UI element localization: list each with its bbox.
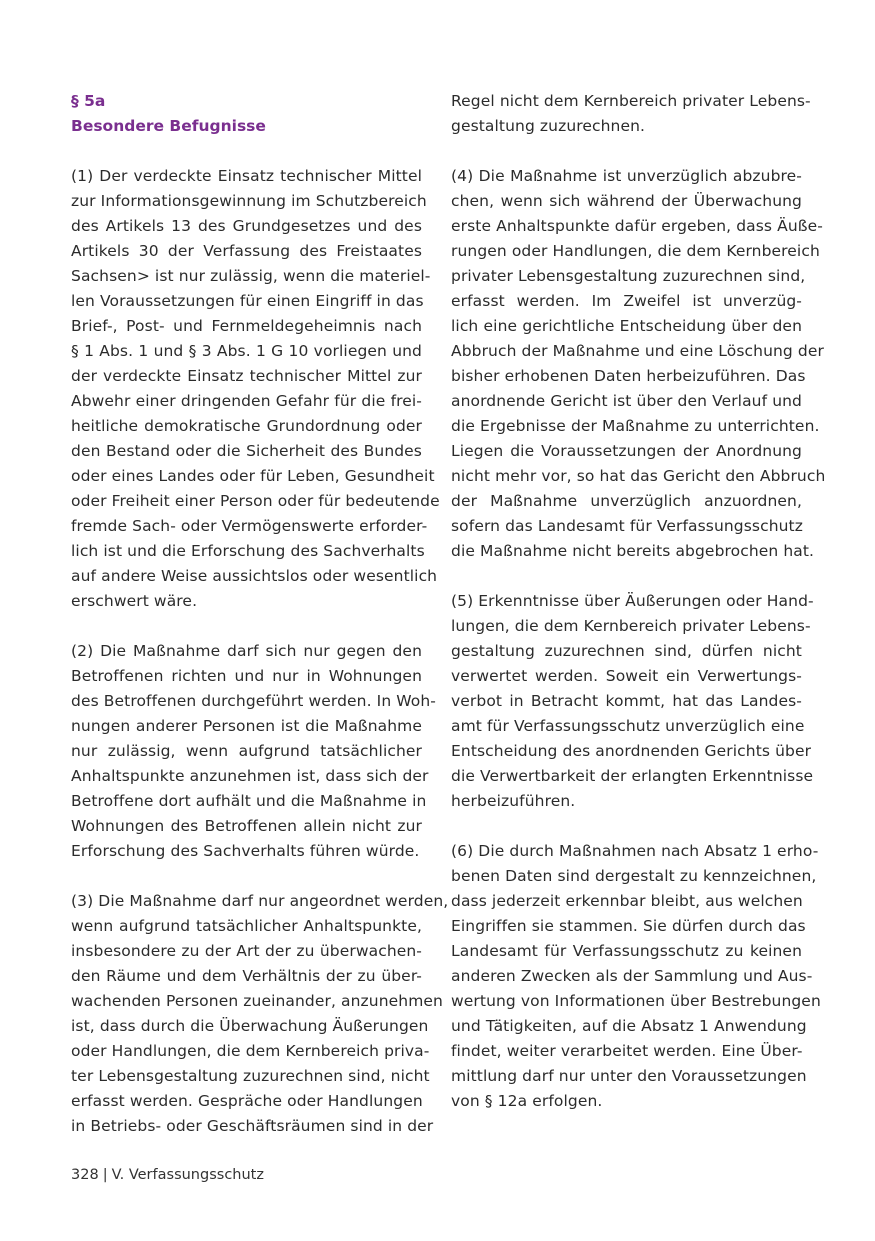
text-line: len Voraussetzungen für einen Eingriff in das — [71, 292, 424, 310]
text-line: erschwert wäre. — [71, 592, 198, 610]
text-line: und Tätigkeiten, auf die Absatz 1 Anwendung — [451, 1017, 807, 1035]
text-line: verwertet werden. Soweit ein Verwertungs- — [451, 667, 802, 685]
right-paragraph — [451, 839, 821, 1114]
text-line: mittlung darf nur unter den Voraussetzungen — [451, 1067, 807, 1085]
text-line: des Betroffenen durchgeführt werden. In Woh- — [71, 692, 437, 710]
left-column — [71, 89, 449, 1164]
text-line: chen, wenn sich während der Überwachung — [451, 192, 802, 210]
text-line: den Räume und dem Verhältnis der zu über- — [71, 967, 422, 985]
text-line: wenn aufgrund tatsächlicher Anhaltspunkte, — [71, 917, 422, 935]
text-line: Anhaltspunkte anzunehmen ist, dass sich der — [71, 767, 429, 785]
text-line: des Artikels 13 des Grundgesetzes und des — [71, 217, 422, 235]
text-line: Liegen die Voraussetzungen der Anordnung — [451, 442, 802, 460]
text-line: ist, dass durch die Überwachung Äußerungen — [71, 1017, 429, 1035]
text-line: (6) Die durch Maßnahmen nach Absatz 1 erho- — [451, 842, 819, 860]
text-line: die Verwertbarkeit der erlangten Erkenntnisse — [451, 767, 814, 785]
right-paragraph — [451, 89, 811, 139]
text-line: findet, weiter verarbeitet werden. Eine Über- — [451, 1042, 803, 1060]
text-line: gestaltung zuzurechnen. — [451, 117, 646, 135]
left-paragraph — [71, 889, 449, 1139]
text-line: § 1 Abs. 1 und § 3 Abs. 1 G 10 vorliegen und — [71, 342, 422, 360]
text-line: ter Lebensgestaltung zuzurechnen sind, nicht — [71, 1067, 430, 1085]
text-line: der verdeckte Einsatz technischer Mittel zur — [71, 367, 422, 385]
text-line: oder Handlungen, die dem Kernbereich priva- — [71, 1042, 430, 1060]
section-number: § 5a — [71, 92, 106, 110]
text-line: auf andere Weise aussichtslos oder wesentlich — [71, 567, 438, 585]
page-footer — [71, 1164, 264, 1186]
text-line: heitliche demokratische Grundordnung oder — [71, 417, 422, 435]
text-line: erfasst werden. Im Zweifel ist unverzüg- — [451, 292, 802, 310]
text-line: lich eine gerichtliche Entscheidung über den — [451, 317, 802, 335]
text-line: Betroffenen richten und nur in Wohnungen — [71, 667, 422, 685]
text-line: Eingriffen sie stammen. Sie dürfen durch das — [451, 917, 806, 935]
text-line: von § 12a erfolgen. — [451, 1092, 603, 1110]
text-line: dass jederzeit erkennbar bleibt, aus welchen — [451, 892, 803, 910]
section-title: Besondere Befugnisse — [71, 117, 266, 135]
text-line: herbeizuführen. — [451, 792, 576, 810]
text-line: nungen anderer Personen ist die Maßnahme — [71, 717, 422, 735]
text-line: fremde Sach- oder Vermögenswerte erforder- — [71, 517, 428, 535]
text-line: benen Daten sind dergestalt zu kennzeichnen, — [451, 867, 817, 885]
right-paragraph — [451, 164, 826, 564]
text-line: lich ist und die Erforschung des Sachverhalts — [71, 542, 425, 560]
text-line: anordnende Gericht ist über den Verlauf und — [451, 392, 802, 410]
text-line: Landesamt für Verfassungsschutz zu keinen — [451, 942, 802, 960]
text-line: Abwehr einer dringenden Gefahr für die frei- — [71, 392, 422, 410]
text-line: bisher erhobenen Daten herbeizuführen. Das — [451, 367, 806, 385]
text-line: (2) Die Maßnahme darf sich nur gegen den — [71, 642, 422, 660]
right-paragraphs — [451, 89, 826, 1114]
text-line: die Ergebnisse der Maßnahme zu unterrichten. — [451, 417, 820, 435]
text-line: Wohnungen des Betroffenen allein nicht zur — [71, 817, 422, 835]
text-line: wachenden Personen zueinander, anzunehmen — [71, 992, 443, 1010]
text-line: Entscheidung des anordnenden Gerichts über — [451, 742, 812, 760]
text-line: Sachsen> ist nur zulässig, wenn die materiel- — [71, 267, 431, 285]
text-line: Erforschung des Sachverhalts führen würde. — [71, 842, 420, 860]
text-line: (3) Die Maßnahme darf nur angeordnet werden, — [71, 892, 449, 910]
text-line: amt für Verfassungsschutz unverzüglich eine — [451, 717, 805, 735]
text-line: den Bestand oder die Sicherheit des Bundes — [71, 442, 422, 460]
right-paragraph — [451, 589, 814, 814]
text-line: oder eines Landes oder für Leben, Gesundheit — [71, 467, 435, 485]
text-line: Brief-, Post- und Fernmeldegeheimnis nach — [71, 317, 422, 335]
text-line: (5) Erkenntnisse über Äußerungen oder Hand- — [451, 592, 814, 610]
left-paragraph — [71, 164, 440, 614]
text-line: die Maßnahme nicht bereits abgebrochen hat. — [451, 542, 815, 560]
left-paragraphs — [71, 164, 449, 1139]
text-line: rungen oder Handlungen, die dem Kernbereich — [451, 242, 820, 260]
text-line: insbesondere zu der Art der zu überwachen- — [71, 942, 422, 960]
left-paragraph — [71, 639, 437, 864]
text-line: verbot in Betracht kommt, hat das Landes- — [451, 692, 802, 710]
text-line: wertung von Informationen über Bestrebungen — [451, 992, 821, 1010]
right-column — [451, 89, 826, 1139]
text-line: lungen, die dem Kernbereich privater Lebens- — [451, 617, 811, 635]
text-line: (4) Die Maßnahme ist unverzüglich abzubre- — [451, 167, 802, 185]
text-line: in Betriebs- oder Geschäftsräumen sind in der — [71, 1117, 434, 1135]
text-line: privater Lebensgestaltung zuzurechnen sind, — [451, 267, 806, 285]
text-line: zur Informationsgewinnung im Schutzbereich — [71, 192, 427, 210]
text-line: nicht mehr vor, so hat das Gericht den Abbruch — [451, 467, 826, 485]
text-line: Regel nicht dem Kernbereich privater Lebens- — [451, 92, 811, 110]
text-line: nur zulässig, wenn aufgrund tatsächlicher — [71, 742, 422, 760]
text-line: gestaltung zuzurechnen sind, dürfen nicht — [451, 642, 802, 660]
page-number: 328 — [71, 1167, 99, 1183]
text-line: der Maßnahme unverzüglich anzuordnen, — [451, 492, 802, 510]
text-line: Artikels 30 der Verfassung des Freistaates — [71, 242, 422, 260]
text-line: sofern das Landesamt für Verfassungsschutz — [451, 517, 803, 535]
text-line: erfasst werden. Gespräche oder Handlungen — [71, 1092, 423, 1110]
footer-separator: | — [102, 1167, 108, 1183]
text-line: Betroffene dort aufhält und die Maßnahme in — [71, 792, 427, 810]
text-line: anderen Zwecken als der Sammlung und Aus- — [451, 967, 813, 985]
text-line: oder Freiheit einer Person oder für bedeutende — [71, 492, 440, 510]
chapter-title: V. Verfassungsschutz — [111, 1167, 264, 1183]
text-line: Abbruch der Maßnahme und eine Löschung der — [451, 342, 824, 360]
text-line: (1) Der verdeckte Einsatz technischer Mittel — [71, 167, 422, 185]
text-line: erste Anhaltspunkte dafür ergeben, dass Äuße- — [451, 217, 823, 235]
